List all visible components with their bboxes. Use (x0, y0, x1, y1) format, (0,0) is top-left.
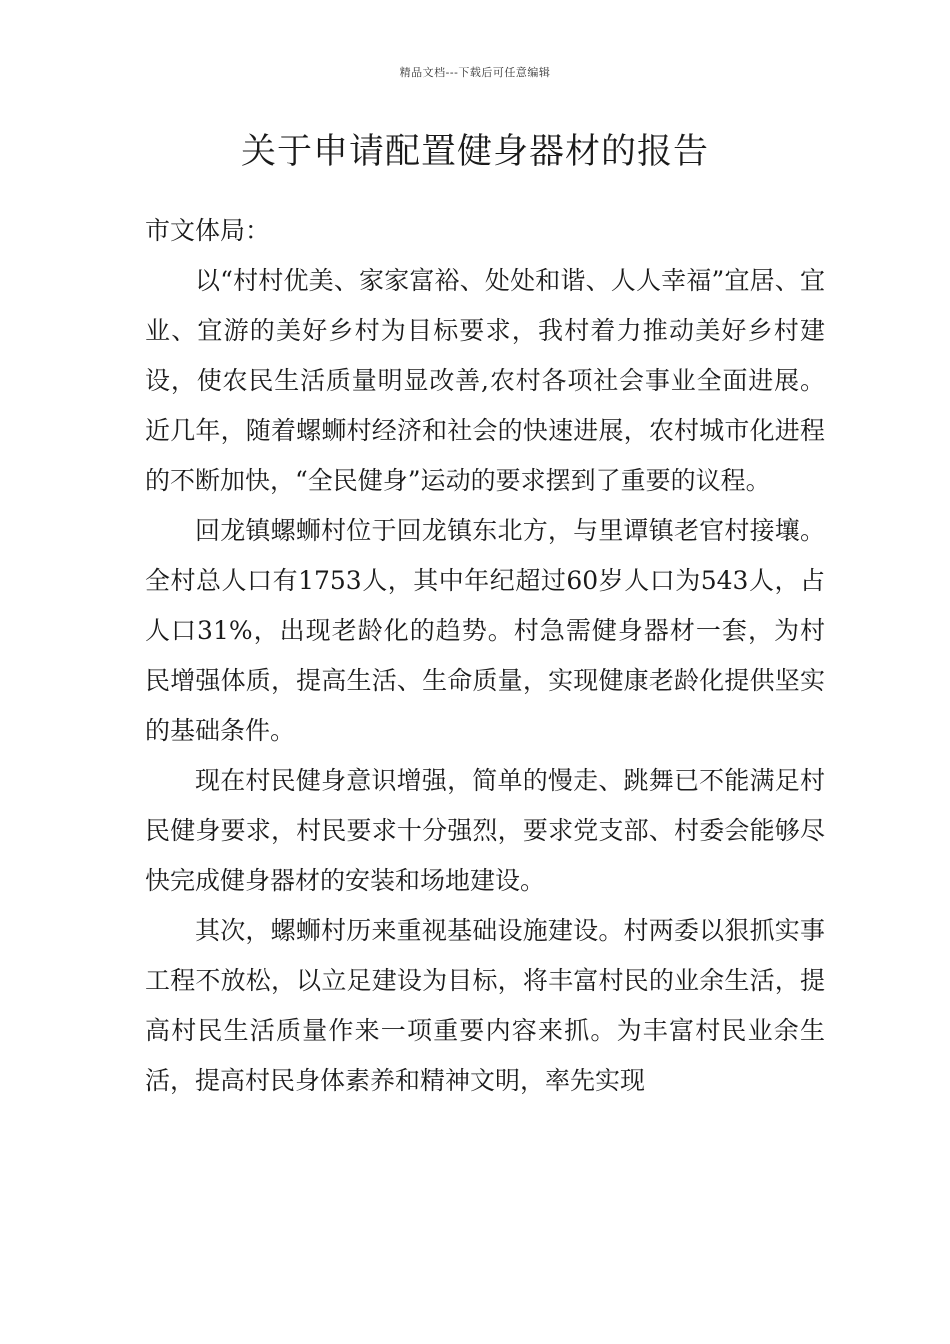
paragraph-4: 其次，螺蛳村历来重视基础设施建设。村两委以狠抓实事工程不放松，以立足建设为目标，将丰富村民的业余生活，提高村民生活质量作来一项重要内容来抓。为丰富村民业余生活，提高村民身体素养和精神文明，率先实现 (145, 916, 825, 1095)
salutation: 市文体局： (145, 216, 271, 245)
paragraph-2: 回龙镇螺蛳村位于回龙镇东北方，与里谭镇老官村接壤。全村总人口有1753人，其中年纪超过60岁人口为543人，占人口31%，出现老龄化的趋势。村急需健身器材一套，为村民增强体质，提高生活、生命质量，实现健康老龄化提供坚实的基础条件。 (145, 516, 825, 745)
header-note: 精品文档---下载后可任意编辑 (399, 66, 551, 79)
paragraph-3: 现在村民健身意识增强，简单的慢走、跳舞已不能满足村民健身要求，村民要求十分强烈，要求党支部、村委会能够尽快完成健身器材的安装和场地建设。 (145, 766, 825, 895)
document-title: 关于申请配置健身器材的报告 (240, 132, 709, 172)
paragraph-1: 以“村村优美、家家富裕、处处和谐、人人幸福”宜居、宜业、宜游的美好乡村为目标要求，我村着力推动美好乡村建设，使农民生活质量明显改善,农村各项社会事业全面进展。近几年，随着螺蛳村经济和社会的快速进展，农村城市化进程的不断加快，“全民健身”运动的要求摆到了重要的议程。 (145, 266, 825, 495)
document-body (145, 206, 825, 1106)
